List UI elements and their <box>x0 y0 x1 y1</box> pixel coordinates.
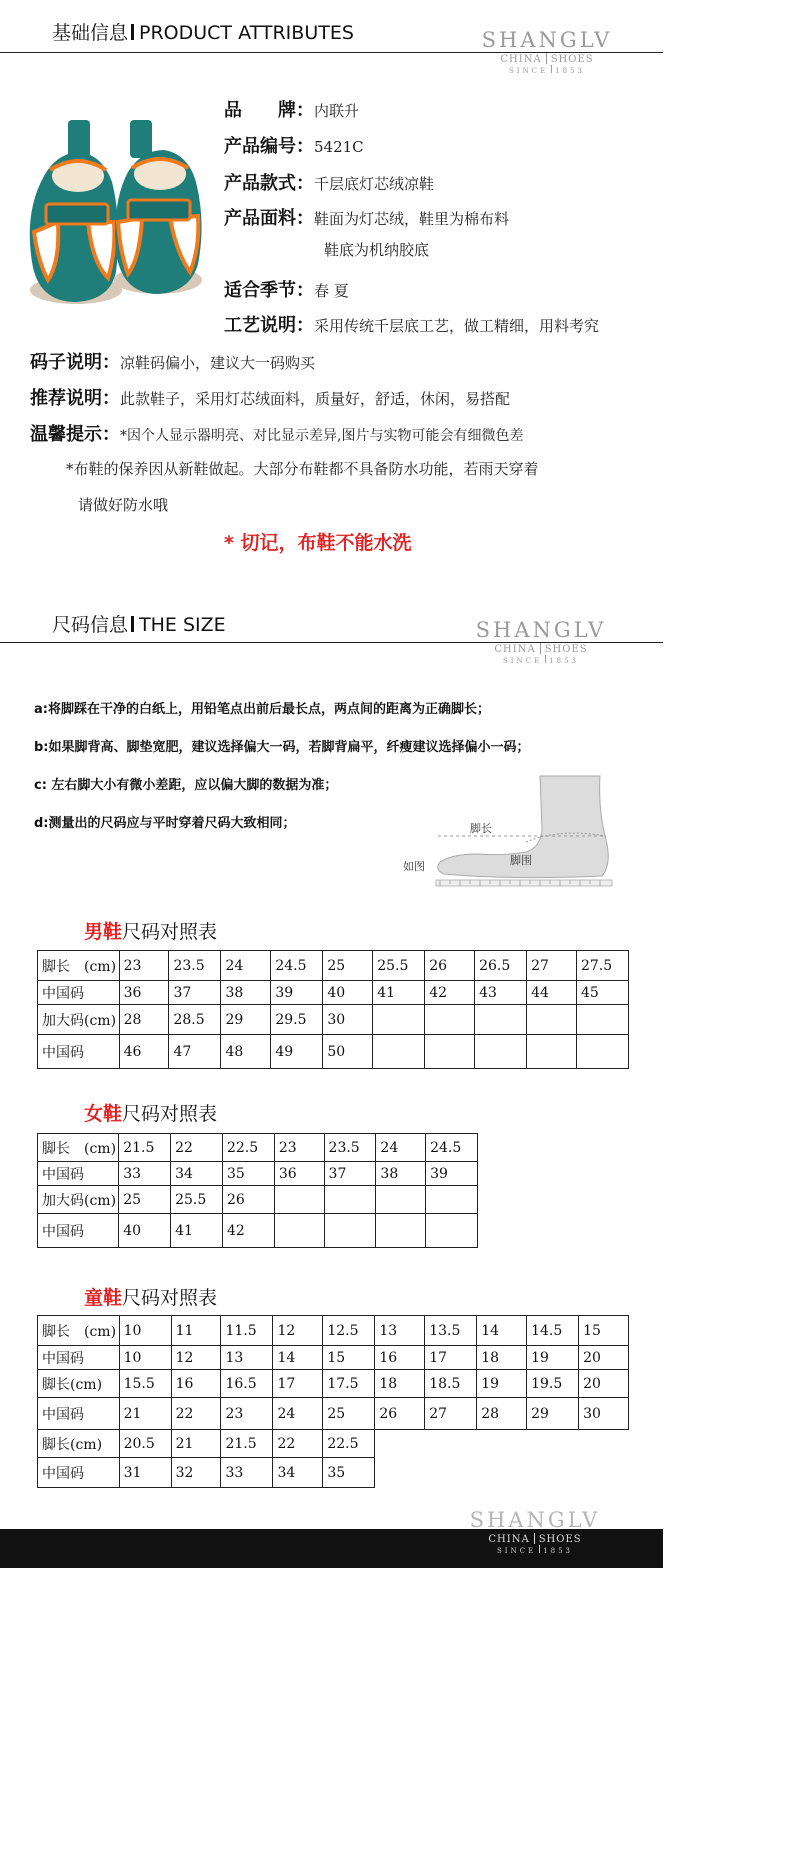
size-cell: 28 <box>119 1005 169 1035</box>
size-cell: 35 <box>323 1458 375 1488</box>
size-cell: 10 <box>119 1316 171 1346</box>
kids-title-rest: 尺码对照表 <box>122 1287 218 1309</box>
size-row-label: 脚长(cm) <box>38 1430 120 1458</box>
size-cell: 33 <box>221 1458 273 1488</box>
foot-diagram <box>430 770 620 895</box>
size-cell: 21 <box>119 1398 171 1430</box>
size-row-label: 脚长 (cm) <box>38 1316 120 1346</box>
size-cell: 21.5 <box>119 1134 171 1162</box>
attribute-key: 工艺说明： <box>224 315 314 336</box>
size-cell: 22 <box>171 1134 223 1162</box>
logo-year: 1853 <box>549 657 579 665</box>
size-cell <box>475 1005 527 1035</box>
attribute-row <box>224 276 599 311</box>
size-row-label: 脚长(cm) <box>38 1370 120 1398</box>
size-cell: 44 <box>527 981 577 1005</box>
size-row <box>38 1162 478 1186</box>
size-cell <box>475 1035 527 1069</box>
size-row-label: 中国码 <box>38 981 120 1005</box>
size-cell: 45 <box>576 981 628 1005</box>
size-cell: 19 <box>477 1370 527 1398</box>
size-row <box>38 1346 629 1370</box>
women-title-red: 女鞋 <box>84 1103 123 1125</box>
size-cell: 39 <box>426 1162 478 1186</box>
size-cell <box>426 1214 478 1248</box>
brand-logo <box>462 1508 608 1555</box>
size-cell: 39 <box>271 981 323 1005</box>
size-cell: 25 <box>119 1186 171 1214</box>
size-row <box>38 981 629 1005</box>
size-cell <box>274 1214 324 1248</box>
attribute-key: 适合季节： <box>224 280 314 301</box>
size-cell <box>274 1186 324 1214</box>
size-cell: 40 <box>119 1214 171 1248</box>
size-cell: 14.5 <box>527 1316 579 1346</box>
size-title-en: THE SIZE <box>139 614 226 636</box>
size-row-label: 脚长 (cm) <box>38 951 120 981</box>
logo-brand: SHANGLV <box>469 1508 601 1532</box>
size-cell: 23 <box>274 1134 324 1162</box>
men-size-table <box>37 950 629 1069</box>
logo-year: 1853 <box>555 67 585 75</box>
size-cell: 24 <box>221 951 271 981</box>
size-cell: 26 <box>425 951 475 981</box>
note-key: 温馨提示： <box>30 424 120 445</box>
size-cell: 18 <box>477 1346 527 1370</box>
attributes-list <box>224 96 599 346</box>
size-row <box>38 1214 478 1248</box>
size-cell <box>324 1186 376 1214</box>
logo-year: 1853 <box>543 1547 573 1555</box>
product-image <box>18 112 208 317</box>
section-rule <box>0 642 663 643</box>
size-row <box>38 1134 478 1162</box>
logo-since: SINCE <box>497 1547 537 1555</box>
size-cell: 11 <box>171 1316 221 1346</box>
size-cell: 15 <box>579 1316 629 1346</box>
foot-girth-label: 脚围 <box>510 854 532 867</box>
size-cell: 34 <box>273 1458 323 1488</box>
size-cell <box>373 1035 425 1069</box>
size-cell: 43 <box>475 981 527 1005</box>
attribute-value: 5421C <box>314 138 364 156</box>
attributes-title-en: PRODUCT ATTRIBUTES <box>139 22 354 44</box>
men-title-red: 男鞋 <box>84 921 123 943</box>
size-cell <box>425 1005 475 1035</box>
size-cell: 27 <box>527 951 577 981</box>
size-cell: 24.5 <box>426 1134 478 1162</box>
women-title-rest: 尺码对照表 <box>122 1103 218 1125</box>
size-cell: 26.5 <box>475 951 527 981</box>
size-row-label: 中国码 <box>38 1458 120 1488</box>
size-cell: 46 <box>119 1035 169 1069</box>
size-cell: 27.5 <box>576 951 628 981</box>
size-cell: 23 <box>119 951 169 981</box>
size-cell <box>425 1035 475 1069</box>
size-cell: 29 <box>527 1398 579 1430</box>
size-row-label: 中国码 <box>38 1346 120 1370</box>
size-cell: 23 <box>221 1398 273 1430</box>
size-cell: 20.5 <box>119 1430 171 1458</box>
size-cell: 14 <box>477 1316 527 1346</box>
size-cell: 22.5 <box>222 1134 274 1162</box>
measure-step-d: d:测量出的尺码应与平时穿着尺码大致相同； <box>34 816 296 831</box>
note-key: 码子说明： <box>30 352 120 373</box>
note-value: 凉鞋码偏小，建议大一码购买 <box>120 354 316 372</box>
size-cell <box>426 1186 478 1214</box>
size-cell <box>324 1214 376 1248</box>
size-cell: 27 <box>425 1398 477 1430</box>
diagram-caption: 如图 <box>403 860 425 873</box>
note-row <box>30 384 660 420</box>
size-cell <box>576 1005 628 1035</box>
logo-china: CHINA <box>500 54 542 65</box>
size-cell: 17 <box>273 1370 323 1398</box>
size-cell: 31 <box>119 1458 171 1488</box>
size-cell: 30 <box>579 1398 629 1430</box>
attribute-row <box>224 311 599 346</box>
attribute-key: 产品款式： <box>224 173 314 194</box>
logo-shoes: SHOES <box>538 1534 582 1545</box>
size-cell: 30 <box>323 1005 373 1035</box>
measure-step-c: c: 左右脚大小有微小差距，应以偏大脚的数据为准； <box>34 778 338 793</box>
size-cell: 18 <box>375 1370 425 1398</box>
note-row <box>30 420 660 456</box>
attribute-row <box>224 239 599 276</box>
size-cell: 22 <box>273 1430 323 1458</box>
attribute-value: 千层底灯芯绒凉鞋 <box>314 175 435 193</box>
attribute-key: 产品面料： <box>224 208 314 229</box>
attribute-value: 采用传统千层底工艺，做工精细，用料考究 <box>314 317 600 335</box>
size-cell: 23.5 <box>324 1134 376 1162</box>
size-cell: 13 <box>375 1316 425 1346</box>
size-cell: 29.5 <box>271 1005 323 1035</box>
size-cell: 24 <box>376 1134 426 1162</box>
attribute-row <box>224 96 599 132</box>
size-cell: 12 <box>273 1316 323 1346</box>
size-cell: 28.5 <box>169 1005 221 1035</box>
size-cell: 37 <box>324 1162 376 1186</box>
size-cell: 26 <box>375 1398 425 1430</box>
measure-step-a: a:将脚踩在干净的白纸上，用铅笔点出前后最长点，两点间的距离为正确脚长； <box>34 702 490 717</box>
size-cell: 18.5 <box>425 1370 477 1398</box>
size-cell: 21.5 <box>221 1430 273 1458</box>
size-cell: 11.5 <box>221 1316 273 1346</box>
size-cell: 50 <box>323 1035 373 1069</box>
men-title-rest: 尺码对照表 <box>122 921 218 943</box>
logo-brand: SHANGLV <box>475 618 607 642</box>
logo-brand: SHANGLV <box>481 28 613 52</box>
size-cell <box>527 1035 577 1069</box>
size-cell: 38 <box>221 981 271 1005</box>
size-cell: 22.5 <box>323 1430 375 1458</box>
care-note-line2: 请做好防水哦 <box>78 496 169 514</box>
size-row-label: 中国码 <box>38 1035 120 1069</box>
size-cell: 37 <box>169 981 221 1005</box>
size-cell: 25 <box>323 951 373 981</box>
size-cell: 42 <box>222 1214 274 1248</box>
size-cell: 15.5 <box>119 1370 171 1398</box>
kids-table-title <box>84 1283 217 1310</box>
size-cell: 32 <box>171 1458 221 1488</box>
size-cell: 12.5 <box>323 1316 375 1346</box>
women-size-table <box>37 1133 478 1248</box>
size-cell: 24.5 <box>271 951 323 981</box>
attribute-value: 鞋面为灯芯绒，鞋里为棉布料 <box>314 210 510 228</box>
size-cell: 28 <box>477 1398 527 1430</box>
notes-list <box>30 348 660 456</box>
note-value: *因个人显示器明亮、对比显示差异,图片与实物可能会有细微色差 <box>120 428 524 444</box>
size-cell: 34 <box>171 1162 223 1186</box>
size-section-title <box>52 610 226 637</box>
size-row <box>38 1458 629 1488</box>
logo-shoes: SHOES <box>544 644 588 655</box>
size-row <box>38 1316 629 1346</box>
men-table-title <box>84 917 217 944</box>
size-cell: 16 <box>171 1370 221 1398</box>
title-divider <box>131 24 134 40</box>
size-cell: 26 <box>222 1186 274 1214</box>
size-cell: 35 <box>222 1162 274 1186</box>
attributes-title-cn: 基础信息 <box>52 22 129 44</box>
women-table-title <box>84 1099 217 1126</box>
size-cell <box>376 1186 426 1214</box>
size-cell: 21 <box>171 1430 221 1458</box>
note-value: 此款鞋子，采用灯芯绒面料，质量好，舒适，休闲，易搭配 <box>120 390 511 408</box>
size-row-label: 脚长 (cm) <box>38 1134 119 1162</box>
size-cell: 25.5 <box>373 951 425 981</box>
section-rule <box>0 52 663 53</box>
size-cell: 42 <box>425 981 475 1005</box>
title-divider <box>131 616 134 632</box>
size-cell: 16 <box>375 1346 425 1370</box>
size-cell: 38 <box>376 1162 426 1186</box>
care-note-line1: *布鞋的保养因从新鞋做起。大部分布鞋都不具备防水功能，若雨天穿着 <box>66 460 539 478</box>
size-cell: 40 <box>323 981 373 1005</box>
size-cell: 17 <box>425 1346 477 1370</box>
size-cell: 12 <box>171 1346 221 1370</box>
size-cell: 33 <box>119 1162 171 1186</box>
attribute-row <box>224 132 599 169</box>
size-cell: 13 <box>221 1346 273 1370</box>
size-cell: 23.5 <box>169 951 221 981</box>
size-cell <box>376 1214 426 1248</box>
size-row <box>38 1370 629 1398</box>
size-cell: 25 <box>323 1398 375 1430</box>
size-cell: 36 <box>119 981 169 1005</box>
size-row <box>38 951 629 981</box>
size-row <box>38 1398 629 1430</box>
foot-length-label: 脚长 <box>470 822 492 835</box>
size-cell: 36 <box>274 1162 324 1186</box>
attribute-value: 鞋底为机纳胶底 <box>324 241 430 259</box>
attribute-row <box>224 204 599 239</box>
size-row-label: 加大码(cm) <box>38 1186 119 1214</box>
kids-size-table <box>37 1315 629 1488</box>
note-row <box>30 348 660 384</box>
size-cell <box>576 1035 628 1069</box>
size-cell: 19.5 <box>527 1370 579 1398</box>
size-title-cn: 尺码信息 <box>52 614 129 636</box>
logo-china: CHINA <box>488 1534 530 1545</box>
size-cell: 25.5 <box>171 1186 223 1214</box>
attribute-key: 品 牌： <box>224 100 314 121</box>
size-row <box>38 1186 478 1214</box>
attributes-section-title <box>52 18 354 45</box>
size-row <box>38 1005 629 1035</box>
logo-shoes: SHOES <box>550 54 594 65</box>
attribute-value: 春 夏 <box>314 282 349 300</box>
size-row-label: 中国码 <box>38 1214 119 1248</box>
measure-step-b: b:如果脚背高、脚垫宽肥，建议选择偏大一码，若脚背扁平，纤瘦建议选择偏小一码； <box>34 740 530 755</box>
size-cell <box>527 1005 577 1035</box>
size-cell: 15 <box>323 1346 375 1370</box>
size-cell: 22 <box>171 1398 221 1430</box>
size-cell: 19 <box>527 1346 579 1370</box>
logo-china: CHINA <box>494 644 536 655</box>
size-row-label: 加大码(cm) <box>38 1005 120 1035</box>
size-cell: 41 <box>171 1214 223 1248</box>
size-row-label: 中国码 <box>38 1398 120 1430</box>
logo-since: SINCE <box>509 67 549 75</box>
size-cell: 49 <box>271 1035 323 1069</box>
attribute-value: 内联升 <box>314 102 360 120</box>
no-wash-warning: * 切记，布鞋不能水洗 <box>224 532 412 554</box>
size-cell: 10 <box>119 1346 171 1370</box>
size-cell: 17.5 <box>323 1370 375 1398</box>
size-cell: 13.5 <box>425 1316 477 1346</box>
size-cell: 20 <box>579 1346 629 1370</box>
kids-title-red: 童鞋 <box>84 1287 123 1309</box>
size-cell: 24 <box>273 1398 323 1430</box>
size-cell: 20 <box>579 1370 629 1398</box>
size-row <box>38 1430 629 1458</box>
size-cell: 14 <box>273 1346 323 1370</box>
size-cell: 47 <box>169 1035 221 1069</box>
size-cell <box>373 1005 425 1035</box>
size-row-label: 中国码 <box>38 1162 119 1186</box>
logo-since: SINCE <box>503 657 543 665</box>
size-cell: 48 <box>221 1035 271 1069</box>
size-cell: 29 <box>221 1005 271 1035</box>
note-key: 推荐说明： <box>30 388 120 409</box>
size-cell: 16.5 <box>221 1370 273 1398</box>
size-cell: 41 <box>373 981 425 1005</box>
attribute-row <box>224 169 599 204</box>
attribute-key: 产品编号： <box>224 136 314 157</box>
size-row <box>38 1035 629 1069</box>
